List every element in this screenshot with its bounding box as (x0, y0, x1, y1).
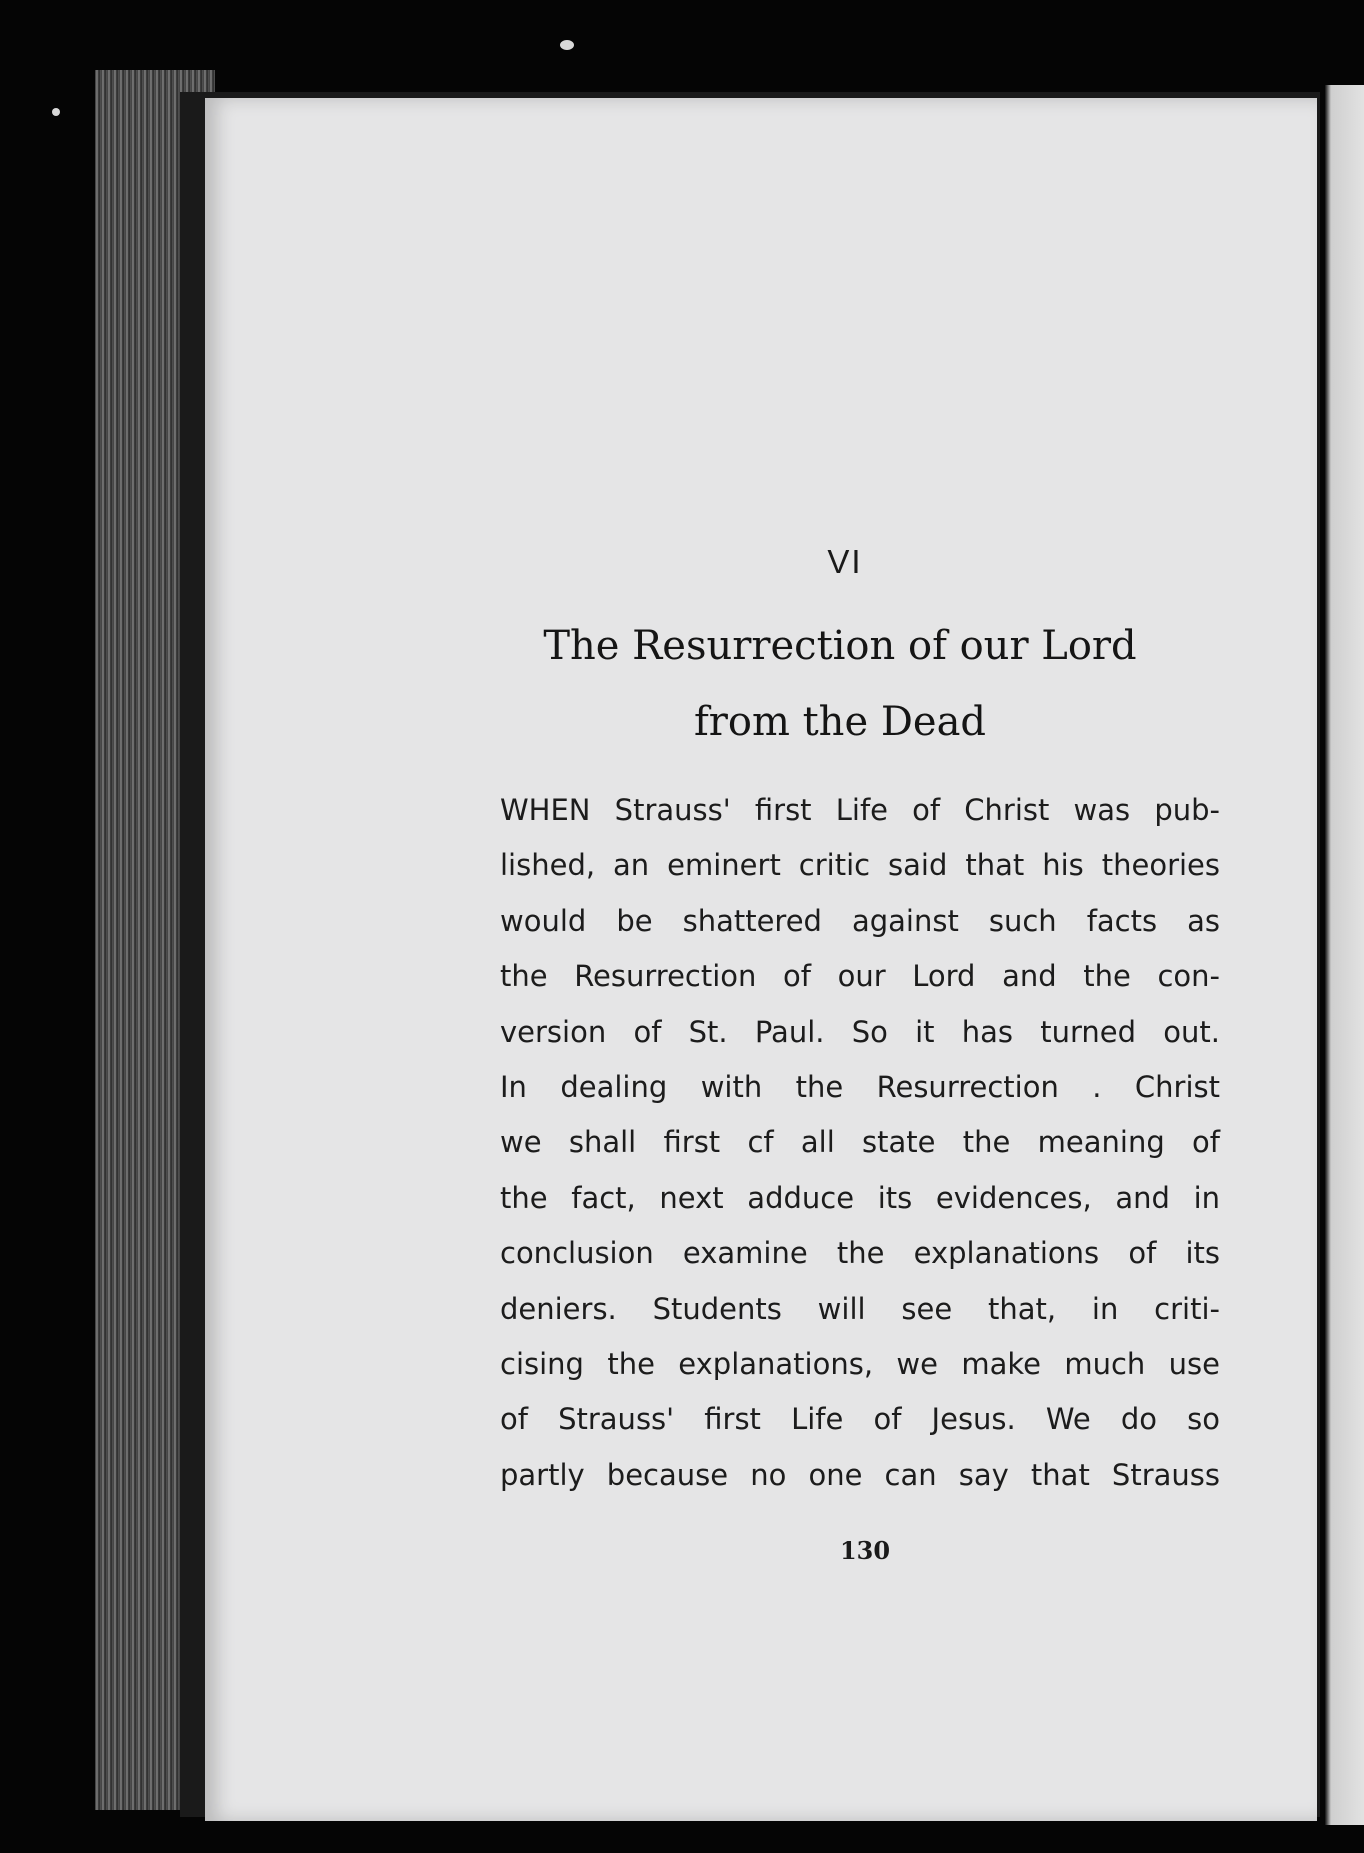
facing-page-edge (1325, 85, 1364, 1825)
text-line: In dealing with the Resurrection . Christ (500, 1070, 1220, 1105)
text-line: of Strauss' first Life of Jesus. We do so (500, 1402, 1220, 1437)
scan-speck (52, 108, 60, 116)
chapter-title-line: from the Dead (693, 699, 987, 745)
text-line: cising the explanations, we make much use (500, 1347, 1220, 1382)
page-number: 130 (839, 1536, 891, 1565)
text-line: WHEN Strauss' first Life of Christ was pub- (500, 793, 1220, 827)
text-line: conclusion examine the explanations of its (500, 1236, 1220, 1271)
text-line: partly because no one can say that Strauss (500, 1457, 1220, 1492)
text-line: the fact, next adduce its evidences, and in (500, 1180, 1220, 1215)
text-line: the Resurrection of our Lord and the con- (500, 959, 1220, 994)
chapter-title (520, 608, 1160, 760)
text-line: lished, an eminert critic said that his theories (500, 848, 1220, 883)
chapter-number: VI (827, 543, 863, 580)
scan-speck (560, 40, 574, 50)
body-paragraph (500, 783, 1220, 1503)
chapter-title-line: The Resurrection of our Lord (543, 623, 1137, 669)
text-line: we shall first cf all state the meaning of (500, 1125, 1220, 1160)
text-line: would be shattered against such facts as (500, 903, 1220, 938)
text-line: deniers. Students will see that, in criti- (500, 1291, 1220, 1326)
text-line: version of St. Paul. So it has turned out. (500, 1014, 1220, 1049)
